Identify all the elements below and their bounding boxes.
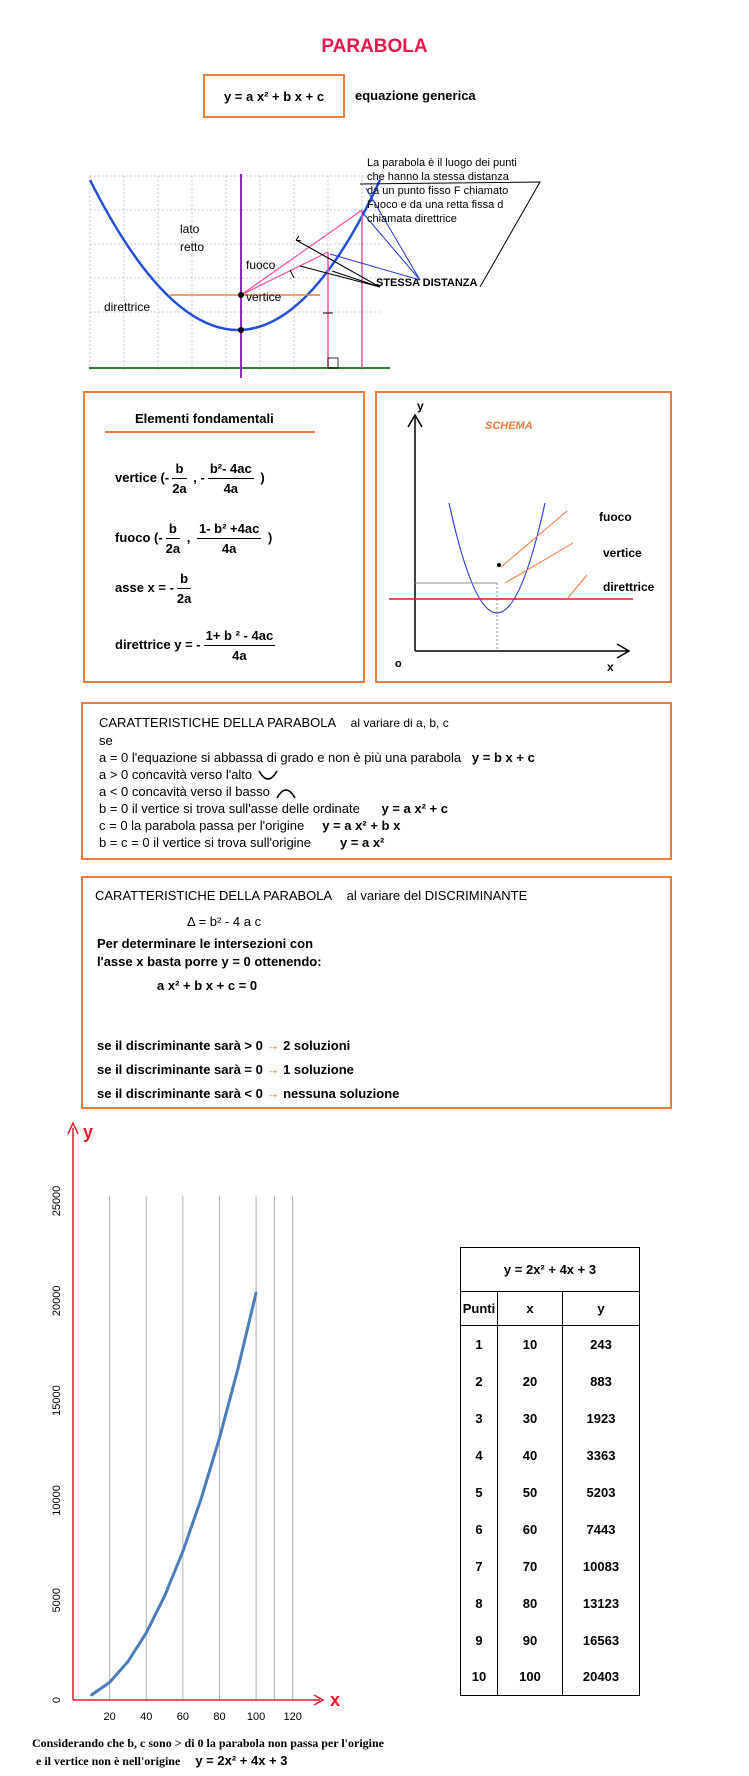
table-title: y = 2x² + 4x + 3 — [461, 1248, 640, 1292]
generic-equation: y = a x² + b x + c — [223, 88, 325, 104]
table-row — [461, 1363, 640, 1400]
data-point — [237, 1368, 239, 1370]
y-tick-label: 10000 — [51, 1485, 63, 1516]
table-row — [461, 1437, 640, 1474]
definition-line: Fuoco e da una retta fissa d — [367, 199, 504, 211]
table-cell-punti: 4 — [461, 1437, 498, 1474]
values-table — [460, 1247, 640, 1696]
y-tick-label: 0 — [51, 1696, 63, 1704]
table-cell-punti: 6 — [461, 1511, 498, 1548]
discriminante-heading: CARATTERISTICHE DELLA PARABOLA al variare del DISCRIMINANTE — [95, 888, 528, 903]
y-tick-label: 20000 — [51, 1285, 63, 1317]
schema-fuoco-label: fuoco — [599, 510, 632, 524]
table-row — [461, 1548, 640, 1585]
label-direttrice: direttrice — [104, 300, 151, 314]
table-cell-x: 20 — [498, 1363, 563, 1400]
table-cell-punti: 10 — [461, 1659, 498, 1696]
table-cell-y: 20403 — [563, 1659, 640, 1696]
abc-line: b = c = 0 il vertice si trova sull'origine y = a x² — [99, 835, 385, 850]
table-cell-x: 40 — [498, 1437, 563, 1474]
table-cell-punti: 7 — [461, 1548, 498, 1585]
definition-line: che hanno la stessa distanza — [367, 171, 509, 183]
page-title: PARABOLA — [321, 36, 428, 57]
x-tick-label: 40 — [140, 1711, 153, 1723]
concave-up-icon — [256, 769, 280, 783]
x-tick-label: 60 — [176, 1711, 189, 1723]
data-point — [218, 1437, 220, 1439]
schema-origin-label: o — [395, 658, 402, 670]
x-tick-label: 100 — [246, 1711, 266, 1723]
abc-line: c = 0 la parabola passa per l'origine y = a x² + b x — [99, 818, 401, 833]
definition-line: da un punto fisso F chiamato — [367, 185, 509, 197]
table-cell-punti: 8 — [461, 1585, 498, 1622]
definition-text — [367, 156, 577, 226]
case-zero: se il discriminante sarà = 0 → 1 soluzione — [97, 1062, 354, 1077]
table-row — [461, 1622, 640, 1659]
table-cell-y: 16563 — [563, 1622, 640, 1659]
table-row — [461, 1400, 640, 1437]
schema-direttrice-label: direttrice — [603, 580, 655, 594]
table-cell-x: 100 — [498, 1659, 563, 1696]
table-cell-y: 243 — [563, 1326, 640, 1363]
definition-line: La parabola è il luogo dei punti — [367, 157, 517, 169]
schema-diagram — [377, 393, 670, 681]
parabola-chart — [40, 1120, 370, 1723]
table-cell-y: 7443 — [563, 1511, 640, 1548]
data-point — [108, 1681, 110, 1683]
y-tick-label: 25000 — [51, 1185, 63, 1217]
focus-to-point-line-1 — [241, 210, 362, 295]
table-row — [461, 1659, 640, 1696]
schema-title: SCHEMA — [485, 420, 533, 432]
footer-line-1: Considerando che b, c sono > di 0 la parabola non passa per l'origine — [32, 1736, 385, 1750]
table-cell-punti: 3 — [461, 1400, 498, 1437]
label-vertice: vertice — [246, 290, 282, 304]
data-point — [200, 1498, 202, 1500]
table-row — [461, 1326, 640, 1363]
intersection-equation: a x² + b x + c = 0 — [157, 978, 258, 993]
x-tick-label: 80 — [213, 1711, 226, 1723]
definition-line: chiamata direttrice — [367, 213, 457, 225]
table-cell-x: 60 — [498, 1511, 563, 1548]
table-cell-y: 13123 — [563, 1585, 640, 1622]
table-cell-y: 10083 — [563, 1548, 640, 1585]
table-cell-x: 70 — [498, 1548, 563, 1585]
x-tick-label: 20 — [103, 1711, 116, 1723]
schema-box — [375, 391, 672, 683]
schema-y-label: y — [417, 399, 424, 413]
case-positive: se il discriminante sarà > 0 → 2 soluzioni — [97, 1038, 351, 1053]
data-point — [90, 1694, 92, 1696]
table-cell-y: 3363 — [563, 1437, 640, 1474]
table-cell-punti: 5 — [461, 1474, 498, 1511]
elementi-heading: Elementi fondamentali — [135, 411, 274, 426]
data-point — [163, 1595, 165, 1597]
data-point — [127, 1660, 129, 1662]
label-retto: retto — [180, 240, 205, 254]
table-cell-punti: 9 — [461, 1622, 498, 1659]
table-row — [461, 1511, 640, 1548]
table-header: y — [563, 1292, 640, 1326]
table-row — [461, 1474, 640, 1511]
table-cell-x: 10 — [498, 1326, 563, 1363]
abc-line: a = 0 l'equazione si abbassa di grado e non è più una parabola y = b x + c — [99, 750, 535, 765]
abc-line: a > 0 concavità verso l'alto — [99, 766, 670, 783]
table-header: Punti — [461, 1292, 498, 1326]
table-cell-punti: 1 — [461, 1326, 498, 1363]
generic-equation-box — [203, 74, 345, 118]
table-cell-x: 50 — [498, 1474, 563, 1511]
schema-x-label: x — [607, 660, 614, 674]
abc-line: a < 0 concavità verso il basso — [99, 783, 670, 800]
direttrice-formula: direttrice y = - $\frac{\text{1+ b ² - 4ac}}{4a}$ — [115, 628, 274, 663]
vertice-formula: vertice (- $\frac{b}{2a}$ , - $\frac{\text{b²- 4ac}}{4a}$ ) — [115, 461, 265, 496]
table-cell-x: 90 — [498, 1622, 563, 1659]
heading-underline — [105, 431, 315, 433]
table-cell-y: 1923 — [563, 1400, 640, 1437]
label-stessa-distanza: STESSA DISTANZA — [376, 277, 478, 289]
data-series-line — [91, 1293, 256, 1695]
focus-point — [238, 292, 244, 298]
intro-line-1: Per determinare le intersezioni con — [97, 936, 314, 951]
table-row — [461, 1585, 640, 1622]
schema-focus — [497, 563, 501, 567]
concave-down-icon — [274, 786, 298, 800]
label-lato: lato — [180, 222, 200, 236]
se-label: se — [99, 733, 113, 748]
table-cell-punti: 2 — [461, 1363, 498, 1400]
schema-vertice-label: vertice — [603, 546, 642, 560]
caratteristiche-abc-heading: CARATTERISTICHE DELLA PARABOLA al variare di a, b, c — [99, 715, 449, 730]
data-point — [182, 1550, 184, 1552]
table-header: x — [498, 1292, 563, 1326]
x-axis-title: x — [330, 1690, 341, 1710]
fuoco-formula: fuoco (- $\frac{b}{2a}$ , $\frac{\text{1- b² +4ac}}{4a}$ ) — [115, 521, 273, 556]
delta-formula: Δ = b² - 4 a c — [187, 914, 262, 929]
footer-line-2: e il vertice non è nell'origine y = 2x² + 4x + 3 — [36, 1753, 288, 1768]
data-point — [255, 1292, 257, 1294]
elementi-fondamentali-box — [83, 391, 365, 683]
y-axis-title: y — [83, 1122, 94, 1142]
vertex-point — [238, 327, 244, 333]
data-point — [145, 1632, 147, 1634]
caratteristiche-abc-box — [81, 702, 672, 860]
label-fuoco: fuoco — [246, 258, 276, 272]
caratteristiche-discriminante-box — [81, 876, 672, 1109]
y-tick-label: 15000 — [51, 1385, 63, 1416]
case-negative: se il discriminante sarà < 0 → nessuna soluzione — [97, 1086, 400, 1101]
asse-formula: asse x = - $\frac{b}{2a}$ — [115, 571, 192, 606]
x-tick-label: 120 — [283, 1711, 302, 1723]
intro-line-2: l'asse x basta porre y = 0 ottenendo: — [97, 954, 322, 969]
y-tick-label: 5000 — [51, 1587, 63, 1613]
table-cell-x: 80 — [498, 1585, 563, 1622]
table-cell-y: 5203 — [563, 1474, 640, 1511]
generic-equation-label: equazione generica — [355, 88, 476, 103]
table-cell-x: 30 — [498, 1400, 563, 1437]
table-cell-y: 883 — [563, 1363, 640, 1400]
abc-line: b = 0 il vertice si trova sull'asse delle ordinate y = a x² + c — [99, 801, 448, 816]
